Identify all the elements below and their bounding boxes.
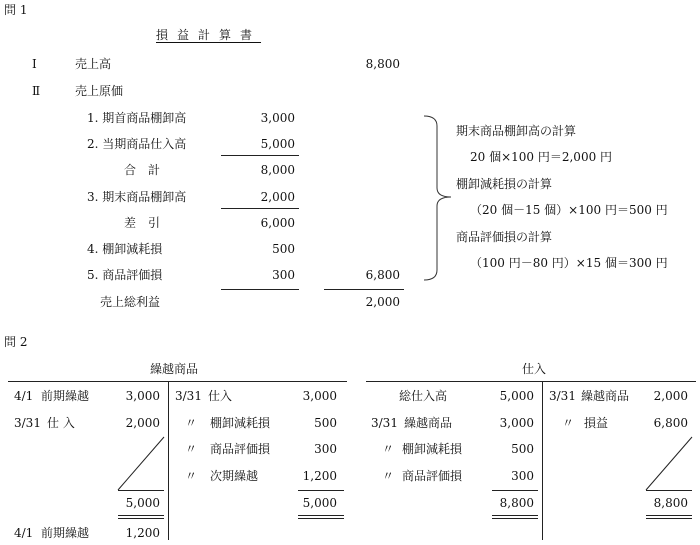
ledger-date: 〃 [562,416,575,430]
ledger-date: 4/1 [14,389,34,403]
note-line: 期末商品棚卸高の計算 [456,124,577,138]
gross-profit-amount: 2,000 [365,295,400,309]
cogs-label: 売上原価 [75,84,124,98]
ledger-amount: 1,200 [302,469,337,483]
ledger-amount: 3,000 [125,389,160,403]
ledger-amount: 2,000 [653,389,688,403]
ledger-desc: 棚卸減耗損 [210,416,271,430]
ledger-amount: 300 [314,442,337,456]
ledger-amount: 300 [511,469,534,483]
cogs-row-amount: 300 [272,268,295,282]
ledger-amount: 3,000 [499,416,534,430]
note-line: 棚卸減耗損の計算 [456,177,553,191]
ledger-desc: 商品評価損 [210,442,271,456]
cogs-row-amount: 3,000 [260,111,295,125]
ledger-amount: 6,800 [653,416,688,430]
note-line: 20 個×100 円＝2,000 円 [470,150,613,164]
cogs-roman: Ⅱ [32,84,41,98]
ledger-date: 〃 [382,469,395,483]
note-line: 商品評価損の計算 [456,230,553,244]
ledger-desc: 損益 [584,416,609,430]
gross-profit-label: 売上総利益 [100,295,161,309]
cogs-row-label: 5. 商品評価損 [87,268,163,282]
ledger-desc: 棚卸減耗損 [402,442,463,456]
ledger-amount: 1,200 [125,526,160,540]
ledger-total: 5,000 [125,496,160,510]
ledger-amount: 500 [511,442,534,456]
cogs-row-label: 差 引 [124,216,161,230]
ledger-amount: 2,000 [125,416,160,430]
cogs-row-label: 4. 棚卸減耗損 [87,242,163,256]
cogs-row-amount: 2,000 [260,190,295,204]
sales-roman: Ⅰ [32,57,37,71]
note-line: （20 個－15 個）×100 円＝500 円 [470,203,668,217]
cogs-row-amount: 500 [272,242,295,256]
income-statement-title: 損益計算書 [156,28,262,42]
cogs-row-label: 合 計 [124,163,161,177]
ledger-date: 3/31 [175,389,202,403]
sales-label: 売上高 [75,57,112,71]
ledger-date: 〃 [185,469,198,483]
ledger-total: 8,800 [499,496,534,510]
cogs-row-amount: 5,000 [260,137,295,151]
ledger-desc: 総仕入高 [399,389,448,403]
cogs-row-label: 2. 当期商品仕入高 [87,137,187,151]
ledger-date: 〃 [185,442,198,456]
ledger-desc: 商品評価損 [402,469,463,483]
cogs-row-label: 3. 期末商品棚卸高 [87,190,187,204]
ledger-desc: 前期繰越 [41,526,90,540]
ledger-desc: 仕入 [208,389,233,403]
ledger-desc: 次期繰越 [210,469,259,483]
ledger-date: 〃 [185,416,198,430]
ledger-amount: 3,000 [302,389,337,403]
ledger-desc: 前期繰越 [41,389,90,403]
ledger-desc: 繰越商品 [404,416,453,430]
ledger-total: 5,000 [302,496,337,510]
kurikoshi-account-title: 繰越商品 [150,362,199,376]
cogs-row-amount: 6,000 [260,216,295,230]
q1-heading: 問 1 [4,3,28,17]
ledger-date: 3/31 [371,416,398,430]
ledger-date: 3/31 [14,416,41,430]
shiire-account-title: 仕入 [522,362,547,376]
ledger-date: 3/31 [549,389,576,403]
ledger-date: 〃 [382,442,395,456]
cogs-row-amount: 8,000 [260,163,295,177]
sales-amount: 8,800 [365,57,400,71]
ledger-desc: 繰越商品 [581,389,630,403]
cogs-row-label: 1. 期首商品棚卸高 [87,111,187,125]
q2-heading: 問 2 [4,335,28,349]
cogs-total-amount: 6,800 [365,268,400,282]
ledger-date: 4/1 [14,526,34,540]
note-line: （100 円－80 円）×15 個＝300 円 [470,256,668,270]
ledger-amount: 500 [314,416,337,430]
ledger-amount: 5,000 [499,389,534,403]
ledger-desc: 仕 入 [47,416,75,430]
ledger-total: 8,800 [653,496,688,510]
